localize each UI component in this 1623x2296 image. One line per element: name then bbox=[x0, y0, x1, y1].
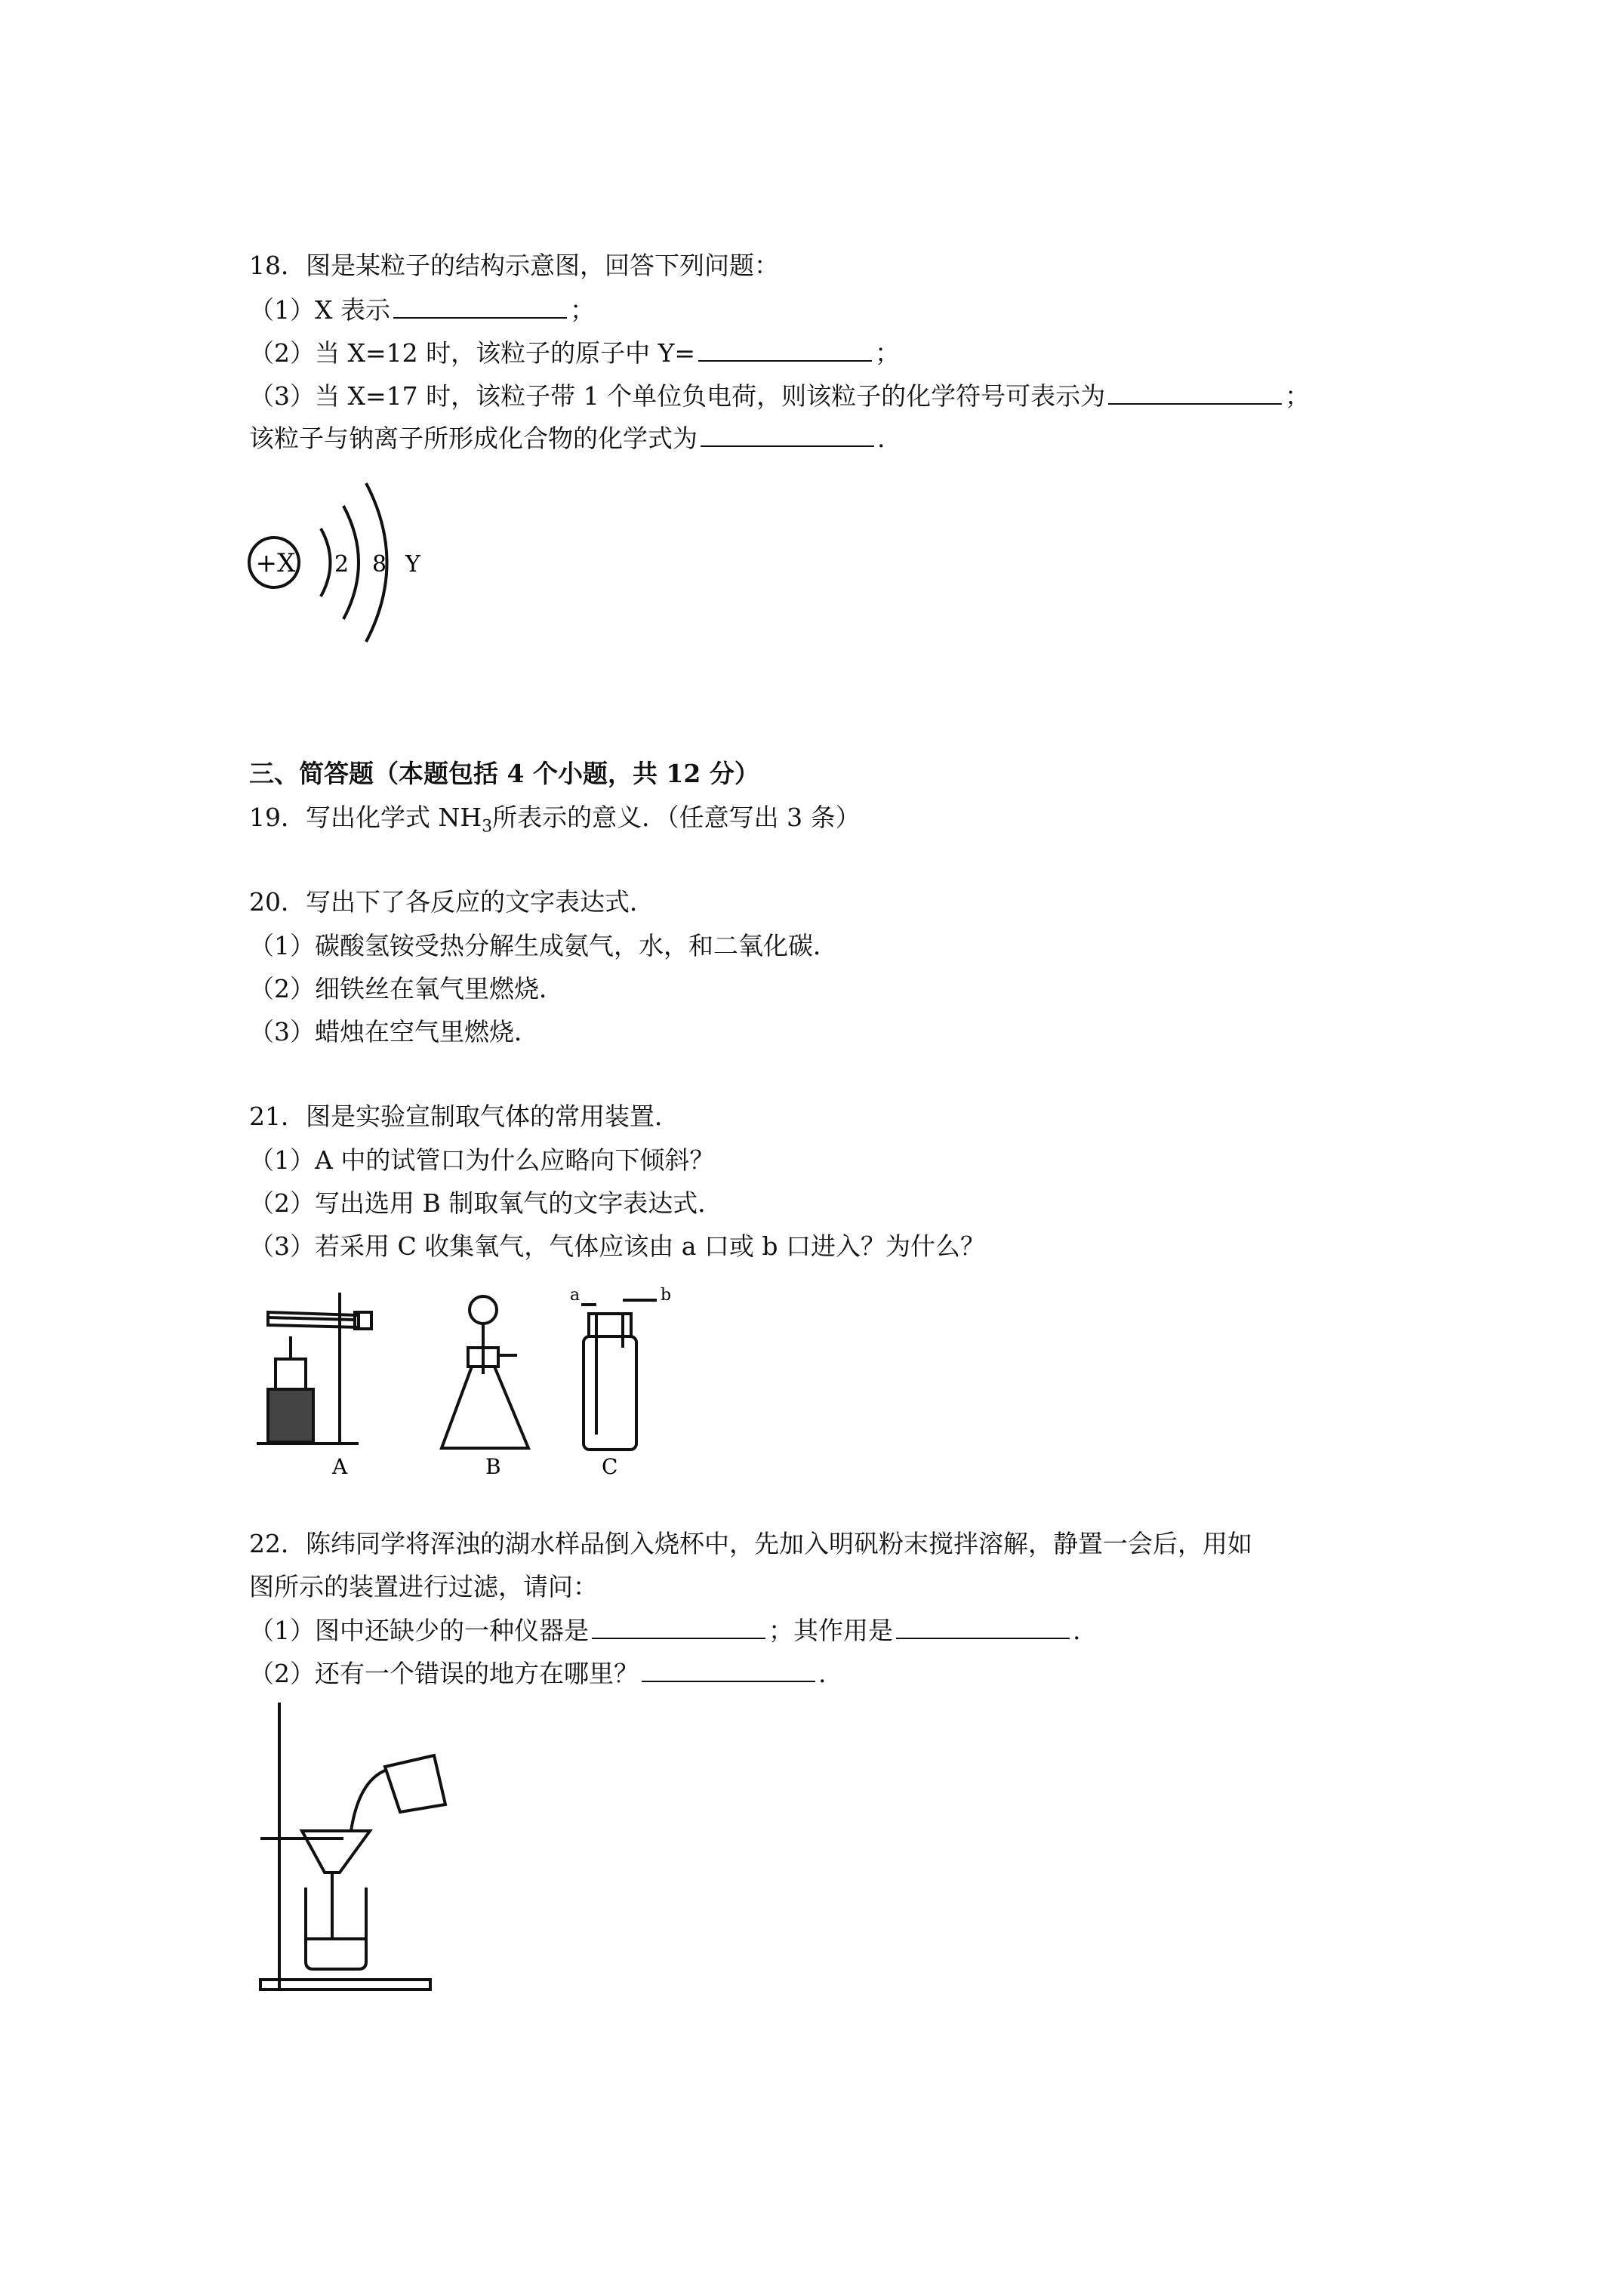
q22-part1-text: （1）图中还缺少的一种仪器是 bbox=[249, 1616, 589, 1645]
q18-blank-1[interactable] bbox=[393, 294, 567, 319]
q21-part1: （1）A 中的试管口为什么应略向下倾斜？ bbox=[249, 1145, 715, 1175]
q20-stem: 20．写出下了各反应的文字表达式． bbox=[249, 887, 654, 917]
q19-text-a: 19．写出化学式 NH bbox=[249, 803, 482, 832]
liquid-stream bbox=[351, 1771, 385, 1831]
q22-part2-end: . bbox=[818, 1659, 827, 1688]
q18-blank-3[interactable] bbox=[1108, 381, 1282, 405]
q18-part1-text: （1）X 表示 bbox=[249, 295, 390, 325]
q22-blank-2[interactable] bbox=[896, 1615, 1070, 1639]
q22-stem-line1: 22．陈纬同学将浑浊的湖水样品倒入烧杯中，先加入明矾粉末搅拌溶解，静置一会后，用如 bbox=[249, 1529, 1252, 1558]
q22-part2 bbox=[249, 1658, 827, 1689]
shell-3-count: Y bbox=[405, 551, 420, 578]
q22-part1 bbox=[249, 1615, 1081, 1646]
q18-blank-2[interactable] bbox=[698, 337, 872, 362]
q18-part4 bbox=[249, 423, 885, 454]
q20-part2: （2）细铁丝在氧气里燃烧． bbox=[249, 974, 564, 1003]
q18-blank-4[interactable] bbox=[701, 423, 874, 447]
q18-part3-end: ； bbox=[1285, 381, 1310, 411]
q19-text-b: 所表示的意义．（任意写出 3 条） bbox=[492, 803, 861, 832]
q21-stem: 21．图是实验宣制取气体的常用装置． bbox=[249, 1102, 679, 1131]
apparatus-b bbox=[442, 1296, 528, 1448]
q18-part2 bbox=[249, 337, 900, 368]
q21-part3: （3）若采用 C 收集氧气，气体应该由 a 口或 b 口进入？为什么？ bbox=[249, 1231, 985, 1261]
section3-title: 三、简答题（本题包括 4 个小题，共 12 分） bbox=[249, 759, 759, 788]
particle-structure-diagram bbox=[245, 464, 442, 661]
q21-part2: （2）写出选用 B 制取氧气的文字表达式． bbox=[249, 1188, 723, 1218]
gas-apparatus-diagram bbox=[245, 1284, 789, 1480]
q18-stem: 18．图是某粒子的结构示意图，回答下列问题： bbox=[249, 251, 779, 280]
beaker bbox=[306, 1888, 366, 1969]
apparatus-c bbox=[581, 1300, 657, 1450]
q19-subscript: 3 bbox=[482, 817, 493, 837]
q22-part2-text: （2）还有一个错误的地方在哪里？ bbox=[249, 1659, 639, 1688]
q18-part1 bbox=[249, 294, 595, 325]
filtration-apparatus-diagram bbox=[245, 1699, 457, 2001]
q18-part2-end: ； bbox=[875, 338, 901, 368]
shell-2-count: 8 bbox=[372, 551, 387, 578]
q18-part3 bbox=[249, 381, 1310, 411]
q18-part3-text: （3）当 X=17 时，该粒子带 1 个单位负电荷，则该粒子的化学符号可表示为 bbox=[249, 381, 1106, 411]
label-c: C bbox=[602, 1454, 618, 1479]
q20-part3: （3）蜡烛在空气里燃烧． bbox=[249, 1017, 539, 1046]
q18-part1-end: ； bbox=[569, 295, 595, 325]
q19-stem bbox=[249, 803, 861, 843]
q22-stem-line2: 图所示的装置进行过滤，请问： bbox=[249, 1572, 598, 1601]
apparatus-a bbox=[257, 1293, 371, 1444]
q18-part4-end: . bbox=[877, 424, 885, 453]
q22-part1-end: . bbox=[1073, 1616, 1081, 1645]
port-b-label: b bbox=[661, 1286, 672, 1305]
stand-base bbox=[260, 1980, 430, 1989]
port-a-label: a bbox=[570, 1286, 581, 1305]
label-a: A bbox=[332, 1454, 348, 1479]
q20-part1: （1）碳酸氢铵受热分解生成氨气，水，和二氧化碳． bbox=[249, 931, 838, 960]
electron-shell-1 bbox=[321, 529, 331, 596]
q22-blank-3[interactable] bbox=[642, 1658, 815, 1682]
q22-part1-mid: ；其作用是 bbox=[768, 1616, 893, 1645]
shell-1-count: 2 bbox=[334, 551, 350, 578]
nucleus-label: +X bbox=[255, 548, 296, 578]
pouring-beaker bbox=[385, 1755, 445, 1812]
q22-blank-1[interactable] bbox=[592, 1615, 765, 1639]
q18-part4-text: 该粒子与钠离子所形成化合物的化学式为 bbox=[249, 424, 698, 453]
label-b: B bbox=[485, 1454, 501, 1479]
q18-part2-text: （2）当 X=12 时，该粒子的原子中 Y= bbox=[249, 338, 696, 368]
